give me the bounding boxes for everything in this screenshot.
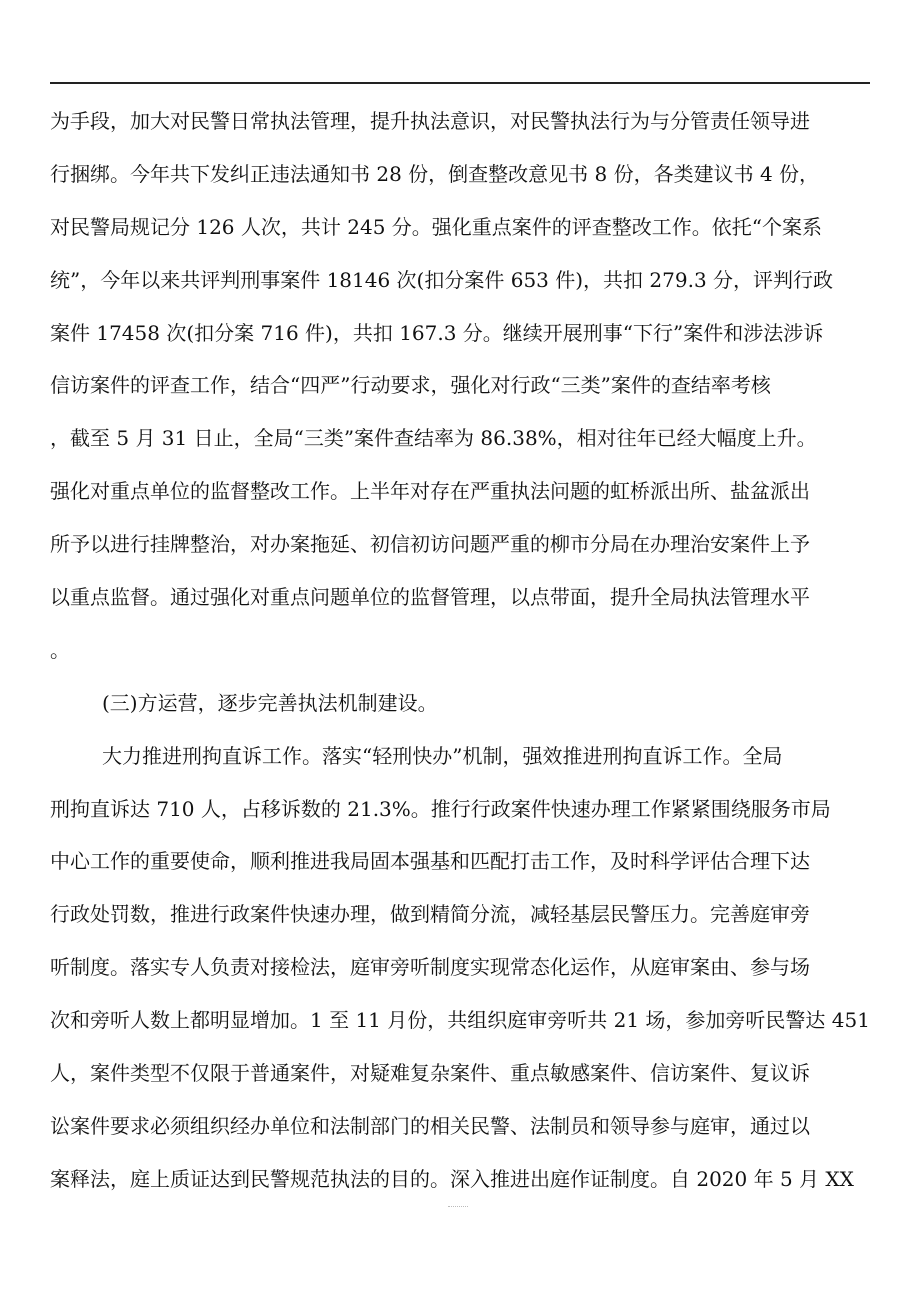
- paragraph-line: 讼案件要求必须组织经办单位和法制部门的相关民警、法制员和领导参与庭审，通过以: [50, 1113, 810, 1138]
- text-line: 。: [50, 637, 70, 662]
- text-line: 对民警局规记分 126 人次，共计 245 分。强化重点案件的评查整改工作。依托“个案系: [50, 214, 823, 239]
- paragraph-line: 行政处罚数，推进行政案件快速办理，做到精简分流，减轻基层民警压力。完善庭审旁: [50, 902, 810, 927]
- text-line: 信访案件的评查工作，结合“四严”行动要求，强化对行政“三类”案件的查结率考核: [50, 373, 771, 398]
- paragraph-line: 中心工作的重要使命，顺利推进我局固本强基和匹配打击工作，及时科学评估合理下达: [50, 849, 810, 874]
- paragraph-line: 刑拘直诉达 710 人，占移诉数的 21.3%。推行行政案件快速办理工作紧紧围绕服务市局: [50, 796, 831, 821]
- text-line: ，截至 5 月 31 日止，全局“三类”案件查结率为 86.38%，相对往年已经大幅度上升。: [50, 426, 817, 451]
- document-body: [50, 95, 876, 1206]
- header-rule: [50, 82, 870, 84]
- paragraph-line: 案释法，庭上质证达到民警规范执法的目的。深入推进出庭作证制度。自 2020 年 5 月 XX: [50, 1166, 854, 1191]
- text-line: 以重点监督。通过强化对重点问题单位的监督管理，以点带面，提升全局执法管理水平: [50, 585, 810, 610]
- section-heading: (三)方运营，逐步完善执法机制建设。: [102, 690, 438, 715]
- footer-dots: [448, 1206, 468, 1207]
- text-line: 行捆绑。今年共下发纠正违法通知书 28 份，倒查整改意见书 8 份，各类建议书 4 份，: [50, 161, 820, 186]
- paragraph-line: 人，案件类型不仅限于普通案件，对疑难复杂案件、重点敏感案件、信访案件、复议诉: [50, 1061, 810, 1086]
- paragraph-line: 大力推进刑拘直诉工作。落实“轻刑快办”机制，强效推进刑拘直诉工作。全局: [102, 743, 783, 768]
- paragraph-line: 听制度。落实专人负责对接检法，庭审旁听制度实现常态化运作，从庭审案由、参与场: [50, 955, 810, 980]
- text-line: 强化对重点单位的监督整改工作。上半年对存在严重执法问题的虹桥派出所、盐盆派出: [50, 479, 810, 504]
- text-line: 所予以进行挂牌整治，对办案拖延、初信初访问题严重的柳市分局在办理治安案件上予: [50, 532, 810, 557]
- paragraph-line: 次和旁听人数上都明显增加。1 至 11 月份，共组织庭审旁听共 21 场，参加旁听民警达 451: [50, 1008, 870, 1033]
- text-line: 案件 17458 次(扣分案 716 件)，共扣 167.3 分。继续开展刑事“下行”案件和涉法涉诉: [50, 320, 824, 345]
- text-line: 为手段，加大对民警日常执法管理，提升执法意识，对民警执法行为与分管责任领导进: [50, 109, 810, 133]
- text-line: 统”，今年以来共评判刑事案件 18146 次(扣分案件 653 件)，共扣 279.3 分，评判行政: [50, 267, 834, 292]
